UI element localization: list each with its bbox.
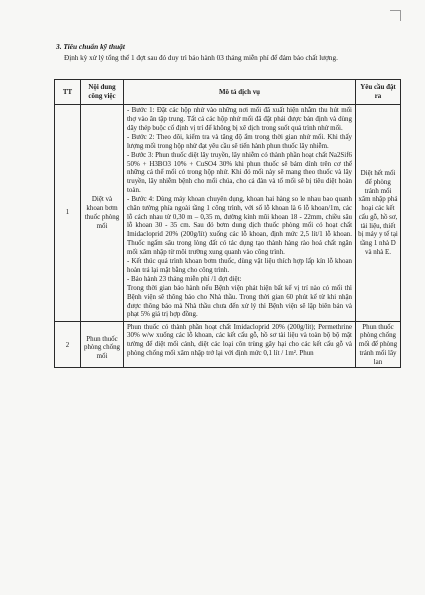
row-requirement: Phun thuốc phòng chống mối để phòng tránh mối lây lan <box>356 321 401 368</box>
row-number: 1 <box>55 105 81 322</box>
row-content <box>81 321 124 368</box>
description-paragraph: - Bước 3: Phun thuốc diệt lây truyền, lây nhiễm có thành phần hoạt chất Na2Sif6 50% + H3BO3 10% + CuSO4 30% khi phun thuốc sẽ bám dính trên cơ thể những cá thể mối có trong hộp nhử. Khi đó mối này sẽ mang theo thuốc và lây truyền, lây nhiễm bệnh cho mối chúa, cho cả đàn và tổ mối sẽ bị tiêu diệt hoàn toàn. <box>127 150 352 194</box>
row-content-text: Phun thuốc phòng chống mối <box>83 334 121 360</box>
description-paragraph: Trong thời gian bảo hành nếu Bệnh viện phát hiện bất kể vị trí nào có mối thì Bệnh viện sẽ thông báo cho Nhà thầu. Trong thời gian 60 phút kể từ khi nhận được thông báo mà Nhà thầu chưa đến xử lý thì Bệnh viện sẽ lập biên bản và phạt 5% giá trị hợp đồng. <box>127 284 352 319</box>
row-description <box>124 321 356 368</box>
description-paragraph: - Bước 1: Đặt các hộp nhử vào những nơi mối đã xuất hiện nhằm thu hút mối thợ vào ăn tập trung. Tất cả các hộp nhử mối đã đặt phải được bản định và dùng dây thép buộc cố định vị trí để không bị xê dịch trong suốt quá trình nhử mối. <box>127 106 352 132</box>
header-tt: TT <box>55 80 81 105</box>
description-paragraph: - Kết thúc quá trình khoan bơm thuốc, dùng vật liệu thích hợp lấp kín lỗ khoan hoàn trả lại mặt bằng cho công trình. <box>127 256 352 274</box>
section-heading: 3. Tiêu chuẩn kỹ thuật <box>56 42 125 51</box>
row-number <box>55 321 81 368</box>
header-content: Nội dung công việc <box>81 80 124 105</box>
table-row <box>55 105 401 322</box>
page-corner-mark <box>390 10 401 21</box>
description-paragraph: - Bảo hành 23 tháng miễn phí /1 đợt diệt: <box>127 274 242 283</box>
intro-paragraph: Định kỳ xử lý tổng thể 1 đợt sau đó duy trì bảo hành 03 tháng miễn phí để đảm bảo chất lượng. <box>64 54 338 62</box>
header-requirement: Yêu cầu đặt ra <box>356 80 401 105</box>
row-description <box>124 105 356 322</box>
description-paragraph: - Bước 4: Dùng máy khoan chuyên dụng, khoan hai hàng so le nhau bao quanh chân tường phía ngoài tầng 1 công trình, với số lỗ khoan là 6 lỗ khoan/1m, các lỗ cách nhau từ 0,30 m – 0,35 m, đường kính mũi khoan 18 - 22mm, chiều sâu lỗ khoan 30 - 35 cm. Sau đó bơm dung dịch thuốc phòng mối có hoạt chất Imidacloprid 20% (200g/lít) xuống các lỗ khoan, định mức 2,5 lít/1 lỗ khoan. Thuốc ngấm sâu trong lòng đất có tác dụng tạo thành hàng rào hoá chất ngăn mối xâm nhập từ môi trường xung quanh vào công trình. <box>127 195 352 256</box>
table-row <box>55 321 401 368</box>
description-paragraph: - Bước 2: Theo dõi, kiểm tra và tăng độ ẩm trong thời gian nhử mối. Khi thấy lượng mối trong hộp nhử đạt yêu cầu sẽ tiến hành phun thuốc lây nhiễm. <box>127 132 352 150</box>
table-header-row <box>55 80 401 105</box>
description-paragraph: Phun thuốc có thành phần hoạt chất Imidacloprid 20% (200g/lít); Permethrine 30% w/w xuống các lỗ khoan, các kết cấu gỗ, hồ sơ tài liệu và toàn bộ bộ mặt tường để diệt mối cánh, diệt các loại côn trùng gây hại cho các kết cấu gỗ và phòng chống mối xâm nhập trở lại với định mức 0,1 lít / 1m². Phun <box>127 322 352 357</box>
header-description: Mô tả dịch vụ <box>124 80 356 105</box>
technical-standards-table <box>54 79 401 368</box>
row-content: Diệt và khoan bơm thuốc phòng mối <box>81 105 124 322</box>
row-requirement: Diệt hết mối để phòng tránh mối xâm nhập phá hoại các kết cấu gỗ, hồ sơ, tài liệu, thiết bị máy y tế tại tầng 1 nhà D và nhà E. <box>356 105 401 322</box>
row-number-text: 2 <box>65 340 70 349</box>
